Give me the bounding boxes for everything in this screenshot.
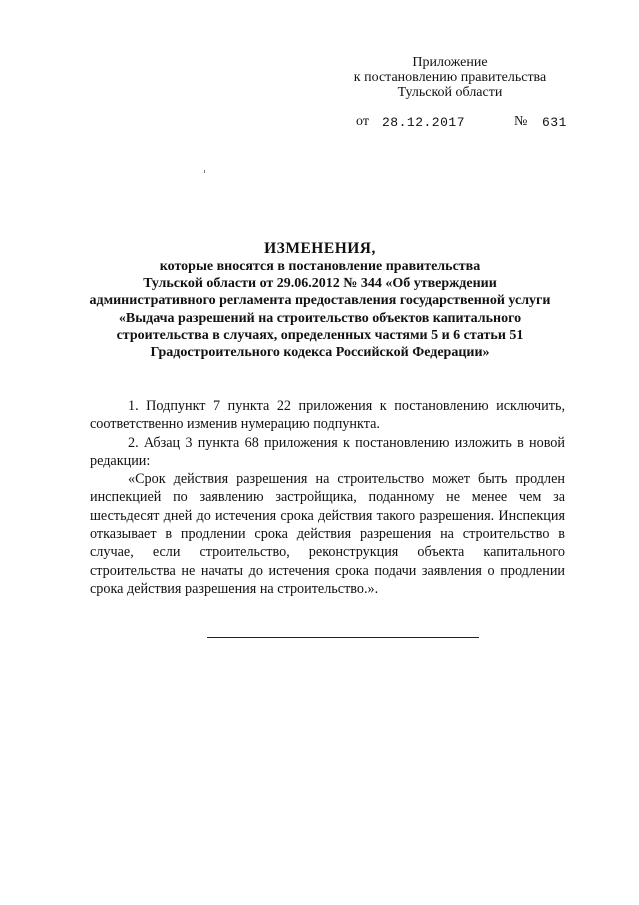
title-line: административного регламента предоставления государственной услуги	[89, 293, 551, 309]
scan-speck	[204, 170, 205, 173]
body-paragraph: 1. Подпункт 7 пункта 22 приложения к постановлению исключить, соответственно изменив нумерацию подпункта.	[90, 398, 565, 433]
body-paragraph: 2. Абзац 3 пункта 68 приложения к постановлению изложить в новой редакции:	[90, 434, 565, 469]
decree-number-sign: №	[514, 114, 528, 129]
title-line: «Выдача разрешений на строительство объектов капитального	[118, 310, 522, 326]
decree-from-label: от	[356, 114, 369, 129]
document-body	[90, 397, 565, 598]
title-line: строительства в случаях, определенных частями 5 и 6 статьи 51	[116, 327, 524, 343]
annex-label: Приложение	[412, 55, 488, 70]
title-line: Тульской области от 29.06.2012 № 344 «Об утверждении	[143, 276, 497, 292]
decree-date: 28.12.2017	[382, 115, 466, 130]
end-divider	[207, 637, 479, 638]
title-heading: ИЗМЕНЕНИЯ,	[264, 240, 376, 257]
title-line: Градостроительного кодекса Российской Федерации»	[150, 345, 490, 361]
document-title	[60, 240, 580, 361]
body-paragraph-quote: «Срок действия разрешения на строительство может быть продлен инспекцией по заявлению застройщика, поданному не менее чем за шестьдесят дней до истечения срока действия такого разрешения. Инспекция отказывает в продлении срока действия разрешения на строительство в случае, если строительство, реконструкция объекта капитального строительства не начаты до истечения срока подачи заявления о продлении срока действия разрешения на строительство.».	[90, 471, 565, 597]
decree-number: 631	[542, 115, 567, 130]
annex-header	[340, 55, 560, 100]
annex-region: Тульской области	[397, 85, 503, 100]
title-line: которые вносятся в постановление правительства	[159, 259, 481, 274]
annex-reference: к постановлению правительства	[353, 70, 547, 85]
